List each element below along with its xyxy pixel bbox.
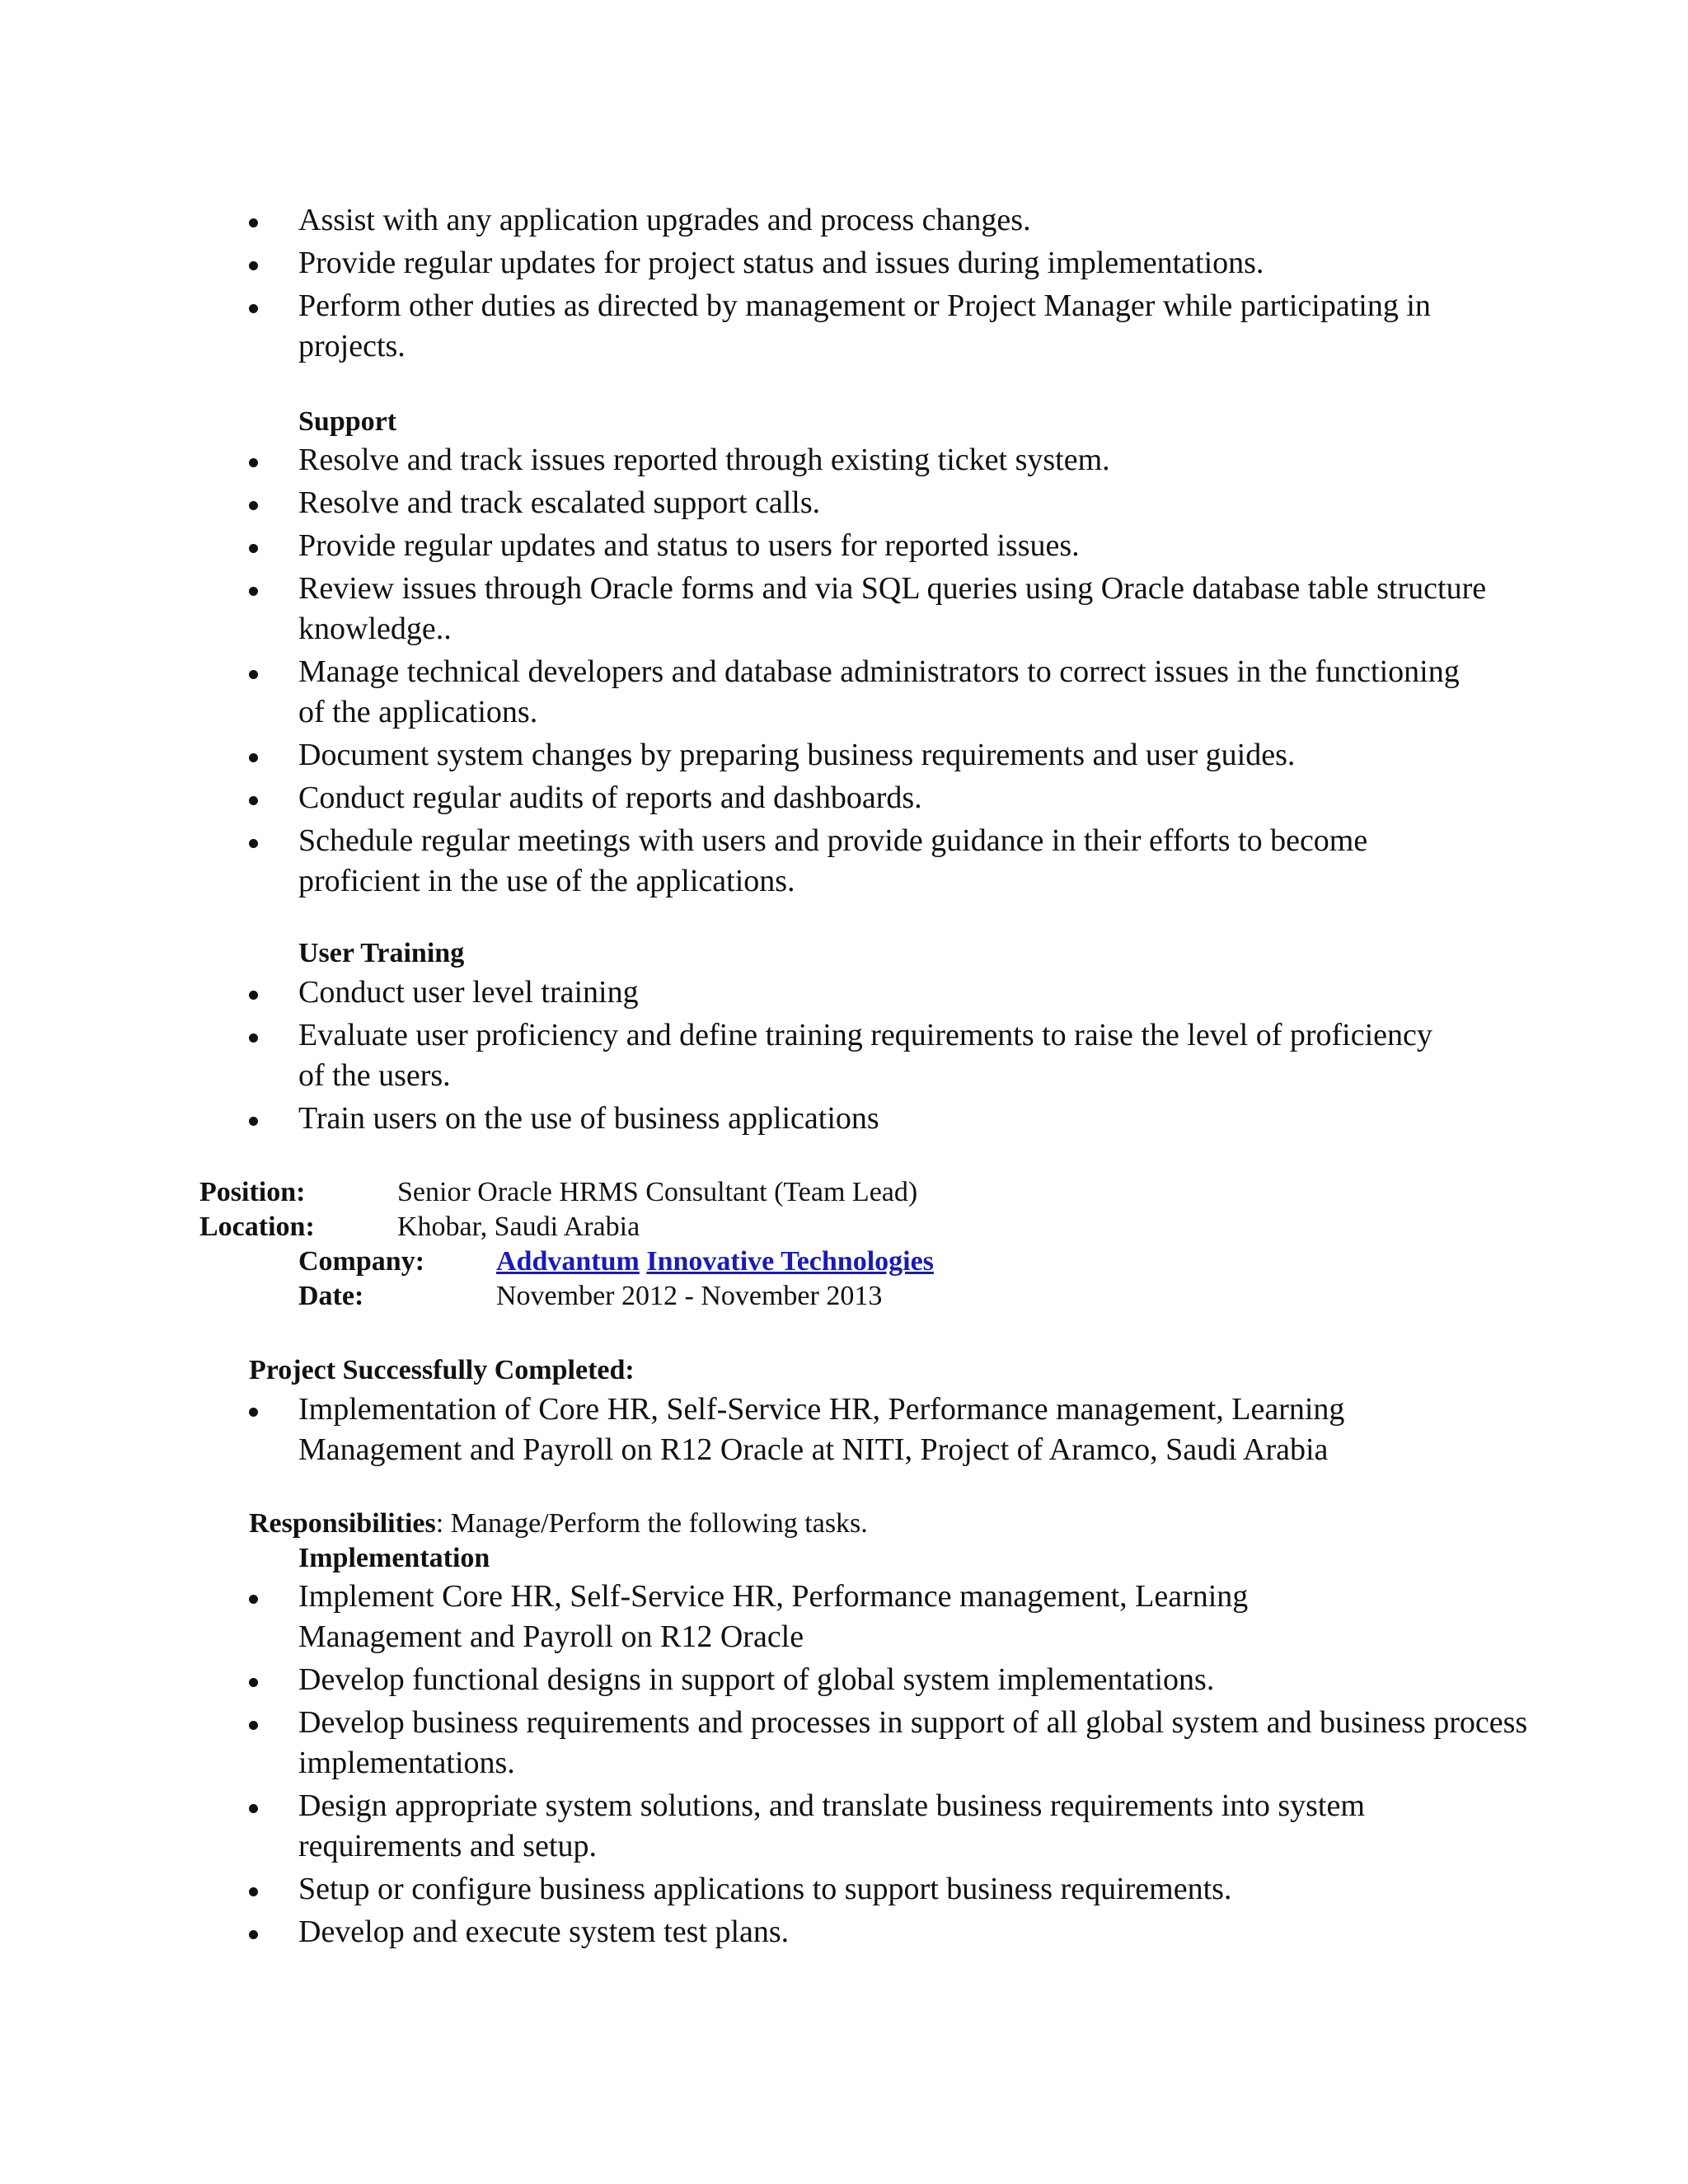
list-item: Train users on the use of business applications bbox=[0, 1099, 1543, 1139]
bullet-icon bbox=[249, 839, 258, 848]
date-value: November 2012 - November 2013 bbox=[496, 1281, 883, 1311]
list-item: Implement Core HR, Self-Service HR, Performance management, Learning Management and Payroll on R12 Oracle bbox=[0, 1577, 1353, 1657]
projects-list bbox=[0, 1390, 1436, 1470]
bullet-icon bbox=[249, 1930, 258, 1939]
bullet-icon bbox=[249, 991, 258, 1000]
list-item: Resolve and track issues reported through existing ticket system. bbox=[0, 440, 1543, 480]
list-item: Assist with any application upgrades and process changes. bbox=[0, 200, 1543, 241]
list-item: Provide regular updates for project status and issues during implementations. bbox=[0, 243, 1543, 284]
bullet-icon bbox=[249, 796, 258, 805]
list-item: Setup or configure business applications to support business requirements. bbox=[0, 1869, 1543, 1910]
support-list bbox=[0, 440, 1543, 902]
projects-list-block bbox=[0, 1390, 1436, 1473]
company-link-innovative-technologies[interactable]: Innovative Technologies bbox=[646, 1246, 934, 1277]
training-list-block bbox=[0, 972, 1543, 1141]
bullet-icon bbox=[249, 753, 258, 762]
bullet-icon bbox=[249, 218, 258, 227]
implementation-list-block bbox=[0, 1577, 1543, 1955]
date-label: Date: bbox=[298, 1281, 364, 1311]
bullet-icon bbox=[249, 1804, 258, 1813]
company-label: Company: bbox=[298, 1246, 425, 1277]
projects-heading: Project Successfully Completed: bbox=[249, 1355, 635, 1385]
user-training-heading: User Training bbox=[298, 938, 465, 968]
list-item: Implementation of Core HR, Self-Service HR, Performance management, Learning Management and Payroll on R12 Oracle at NITI, Project of Aramco, Saudi Arabia bbox=[0, 1390, 1436, 1470]
company-link-addvantum[interactable]: Addvantum bbox=[496, 1246, 640, 1277]
bullet-icon bbox=[249, 304, 258, 313]
bullet-icon bbox=[249, 1408, 258, 1417]
list-item: Conduct user level training bbox=[0, 972, 1543, 1013]
list-item: Conduct regular audits of reports and dashboards. bbox=[0, 778, 1543, 818]
list-item: Review issues through Oracle forms and via SQL queries using Oracle database table structure knowledge.. bbox=[0, 569, 1493, 649]
bullet-icon bbox=[249, 1887, 258, 1896]
company-value bbox=[496, 1244, 934, 1279]
support-heading: Support bbox=[298, 406, 397, 437]
responsibilities-label: Responsibilities bbox=[249, 1508, 436, 1539]
bullet-icon bbox=[249, 501, 258, 510]
list-item: Design appropriate system solutions, and translate business requirements into system requirements and setup. bbox=[0, 1786, 1493, 1867]
list-item: Develop and execute system test plans. bbox=[0, 1912, 1543, 1952]
bullet-icon bbox=[249, 1595, 258, 1604]
bullet-icon bbox=[249, 261, 258, 270]
implementation-list bbox=[0, 1577, 1543, 1952]
list-item: Evaluate user proficiency and define training requirements to raise the level of proficiency of the users. bbox=[0, 1015, 1436, 1096]
bullet-icon bbox=[249, 1117, 258, 1126]
list-item: Develop functional designs in support of global system implementations. bbox=[0, 1660, 1543, 1700]
location-value: Khobar, Saudi Arabia bbox=[397, 1212, 640, 1242]
bullet-icon bbox=[249, 1721, 258, 1730]
position-value: Senior Oracle HRMS Consultant (Team Lead) bbox=[397, 1177, 918, 1207]
list-item: Develop business requirements and processes in support of all global system and business process implementations. bbox=[0, 1703, 1543, 1783]
top-task-list-block bbox=[0, 200, 1543, 369]
position-label: Position: bbox=[199, 1177, 306, 1207]
list-item: Document system changes by preparing business requirements and user guides. bbox=[0, 735, 1543, 776]
location-label: Location: bbox=[199, 1212, 315, 1242]
support-list-block bbox=[0, 440, 1543, 904]
top-task-list bbox=[0, 200, 1543, 367]
bullet-icon bbox=[249, 670, 258, 679]
responsibilities-text: : Manage/Perform the following tasks. bbox=[435, 1508, 868, 1539]
bullet-icon bbox=[249, 587, 258, 596]
list-item: Schedule regular meetings with users and provide guidance in their efforts to become proficient in the use of the applications. bbox=[0, 821, 1493, 902]
training-list bbox=[0, 972, 1543, 1139]
list-item: Manage technical developers and database administrators to correct issues in the functioning of the applications. bbox=[0, 652, 1461, 733]
list-item: Resolve and track escalated support calls. bbox=[0, 483, 1543, 523]
implementation-heading: Implementation bbox=[298, 1543, 490, 1573]
list-item: Provide regular updates and status to users for reported issues. bbox=[0, 526, 1543, 566]
bullet-icon bbox=[249, 458, 258, 467]
bullet-icon bbox=[249, 544, 258, 553]
bullet-icon bbox=[249, 1033, 258, 1043]
bullet-icon bbox=[249, 1678, 258, 1687]
responsibilities-line bbox=[249, 1507, 868, 1541]
list-item: Perform other duties as directed by management or Project Manager while participating in projects. bbox=[0, 286, 1510, 367]
